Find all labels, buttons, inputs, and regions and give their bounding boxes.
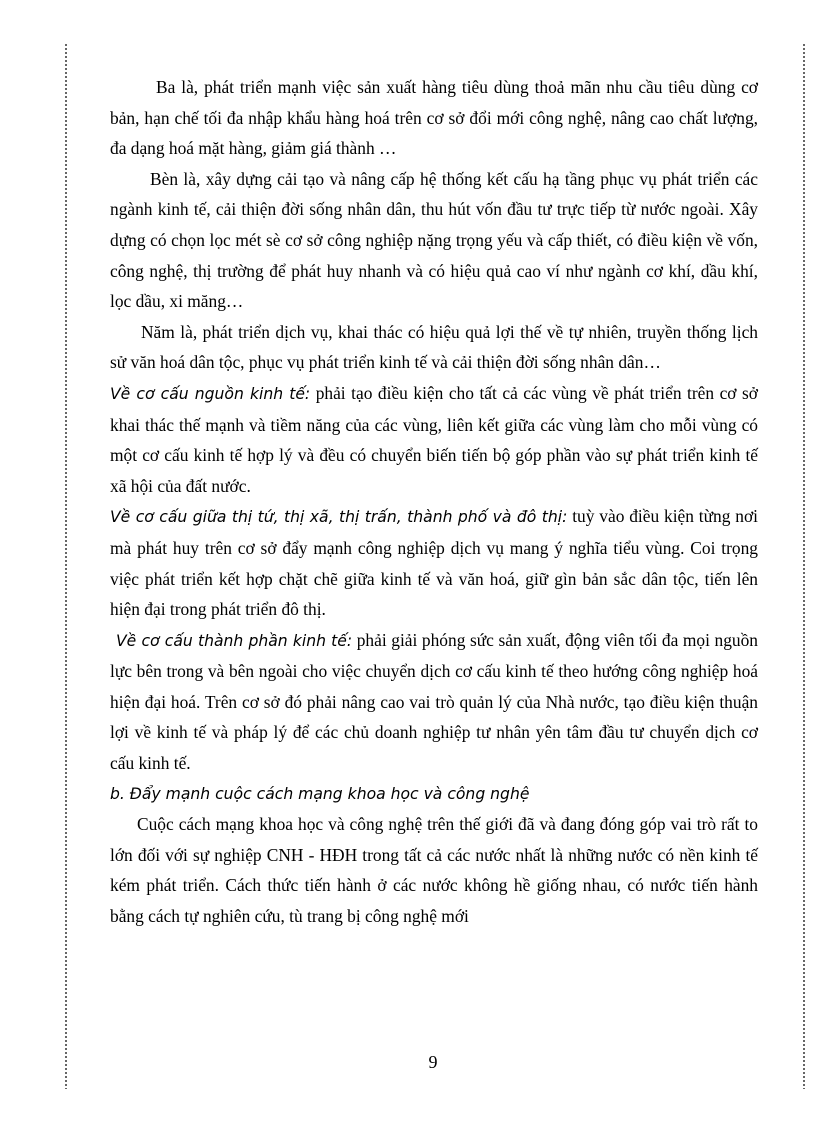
text-co-cau-thi-tu: tuỳ vào điều kiện từng nơi mà phát huy trên cơ sở đẩy mạnh công nghiệp dịch vụ mang ý nghĩa tiểu vùng. Coi trọng việc phát triển kết hợp chặt chẽ giữa kinh tế và văn hoá, giữ gìn bản sắc dân tộc, tiến lên hiện đại trong phát triển đô thị. — [110, 506, 758, 620]
section-heading: b. Đẩy mạnh cuộc cách mạng khoa học và công nghệ — [110, 784, 530, 803]
document-body — [110, 72, 758, 932]
paragraph-co-cau-thi-tu — [110, 501, 758, 624]
heading-co-cau-thanh-phan: Về cơ cấu thành phần kinh tế: — [116, 631, 353, 650]
paragraph-cuoc-cach-mang: Cuộc cách mạng khoa học và công nghệ trên thế giới đã và đang đóng góp vai trò rất to lớn đối với sự nghiệp CNH - HĐH trong tất cả các nước nhất là những nước có nền kinh tế kém phát triển. Cách thức tiến hành ở các nước không hề giống nhau, có nước tiến hành bằng cách tự nghiên cứu, tù trang bị công nghệ mới — [110, 814, 758, 927]
paragraph-co-cau-nguon — [110, 378, 758, 501]
paragraph-co-cau-thanh-phan — [110, 625, 758, 779]
paragraph-ba-la: Ba là, phát triển mạnh việc sản xuất hàng tiêu dùng thoả mãn nhu cầu tiêu dùng cơ bản, hạn chế tối đa nhập khẩu hàng hoá trên cơ sở đổi mới công nghệ, nâng cao chất lượng, đa dạng hoá mặt hàng, giảm giá thành … — [110, 77, 758, 159]
text-co-cau-nguon: phải tạo điều kiện cho tất cả các vùng về phát triển trên cơ sở khai thác thế mạnh và tiềm năng của các vùng, liên kết giữa các vùng làm cho mỗi vùng có một cơ cấu kinh tế hợp lý và đều có chuyển biến tiến bộ góp phần vào sự phát triển kinh tế xã hội của đất nước. — [110, 382, 758, 496]
paragraph-ben-la: Bèn là, xây dựng cải tạo và nâng cấp hệ thống kết cấu hạ tầng phục vụ phát triển các ngành kinh tế, cải thiện đời sống nhân dân, thu hút vốn đầu tư trực tiếp từ nước ngoài. Xây dựng có chọn lọc mét sè cơ sở công nghiệp nặng trọng yếu và cấp thiết, có điều kiện về vốn, công nghệ, thị trường để phát huy nhanh và có hiệu quả cao ví như ngành cơ khí, dầu khí, lọc dầu, xi măng… — [110, 168, 758, 312]
page-number: 9 — [428, 1052, 438, 1072]
heading-co-cau-nguon: Về cơ cấu nguồn kinh tế: — [110, 384, 311, 403]
heading-co-cau-thi-tu: Về cơ cấu giữa thị tứ, thị xã, thị trấn, thành phố và đô thị: — [110, 508, 568, 527]
text-co-cau-thanh-phan: phải giải phóng sức sản xuất, động viên tối đa mọi nguồn lực bên trong và bên ngoài cho việc chuyển dịch cơ cấu kinh tế theo hướng công nghiệp hoá hiện đại hoá. Trên cơ sở đó phải nâng cao vai trò quản lý của Nhà nước, tạo điều kiện thuận lợi về kinh tế và pháp lý để các chủ doanh nghiệp tư nhân yên tâm đầu tư chuyển dịch cơ cấu kinh tế. — [110, 629, 759, 774]
paragraph-nam-la: Năm là, phát triển dịch vụ, khai thác có hiệu quả lợi thế về tự nhiên, truyền thống lịch sử văn hoá dân tộc, phục vụ phát triển kinh tế và cải thiện đời sống nhân dân… — [110, 321, 758, 373]
